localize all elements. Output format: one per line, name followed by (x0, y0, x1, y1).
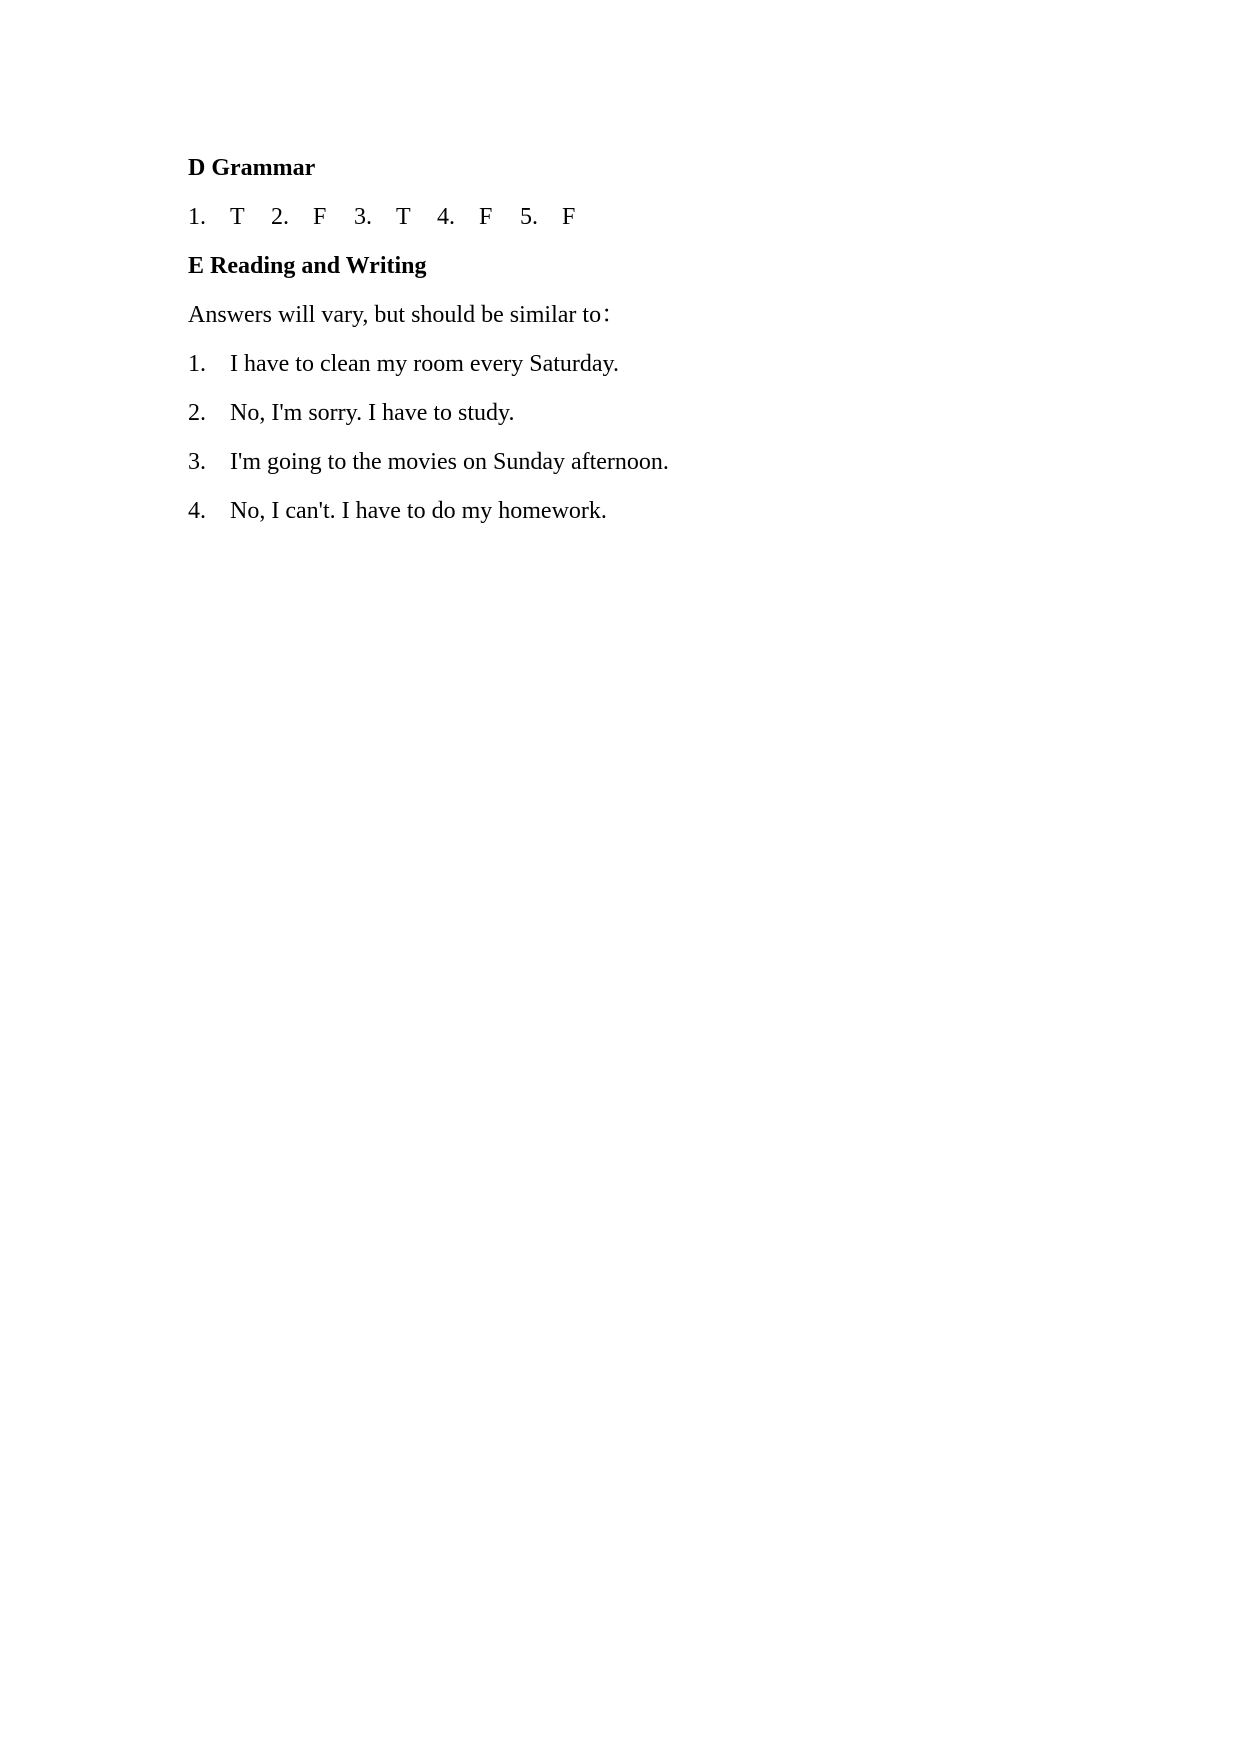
item-text: I have to clean my room every Saturday. (230, 351, 619, 377)
reading-writing-heading: E Reading and Writing (188, 253, 427, 279)
grammar-answer-3 (354, 205, 437, 229)
answer-value: T (230, 204, 245, 230)
grammar-answers-row (188, 205, 1068, 229)
answer-value: T (396, 204, 411, 230)
answer-number: 5. (520, 204, 538, 230)
list-item (188, 401, 1068, 425)
grammar-heading: D Grammar (188, 155, 316, 181)
item-number: 4. (188, 498, 206, 524)
list-item (188, 450, 1068, 474)
grammar-answer-2 (271, 205, 354, 229)
item-number: 1. (188, 351, 206, 377)
answer-number: 1. (188, 204, 206, 230)
answer-value: F (562, 204, 576, 230)
item-text: No, I'm sorry. I have to study. (230, 400, 515, 426)
grammar-answer-5 (520, 205, 603, 229)
answer-number: 3. (354, 204, 372, 230)
list-item (188, 499, 1068, 523)
item-number: 3. (188, 449, 206, 475)
item-number: 2. (188, 400, 206, 426)
answer-number: 2. (271, 204, 289, 230)
reading-writing-intro: Answers will vary, but should be similar to： (188, 302, 626, 328)
answer-number: 4. (437, 204, 455, 230)
grammar-answer-4 (437, 205, 520, 229)
grammar-answer-1 (188, 205, 271, 229)
item-text: No, I can't. I have to do my homework. (230, 498, 607, 524)
answer-value: F (313, 204, 327, 230)
item-text: I'm going to the movies on Sunday afternoon. (230, 449, 669, 475)
answer-value: F (479, 204, 493, 230)
answer-key-content (188, 156, 1068, 523)
list-item (188, 352, 1068, 376)
